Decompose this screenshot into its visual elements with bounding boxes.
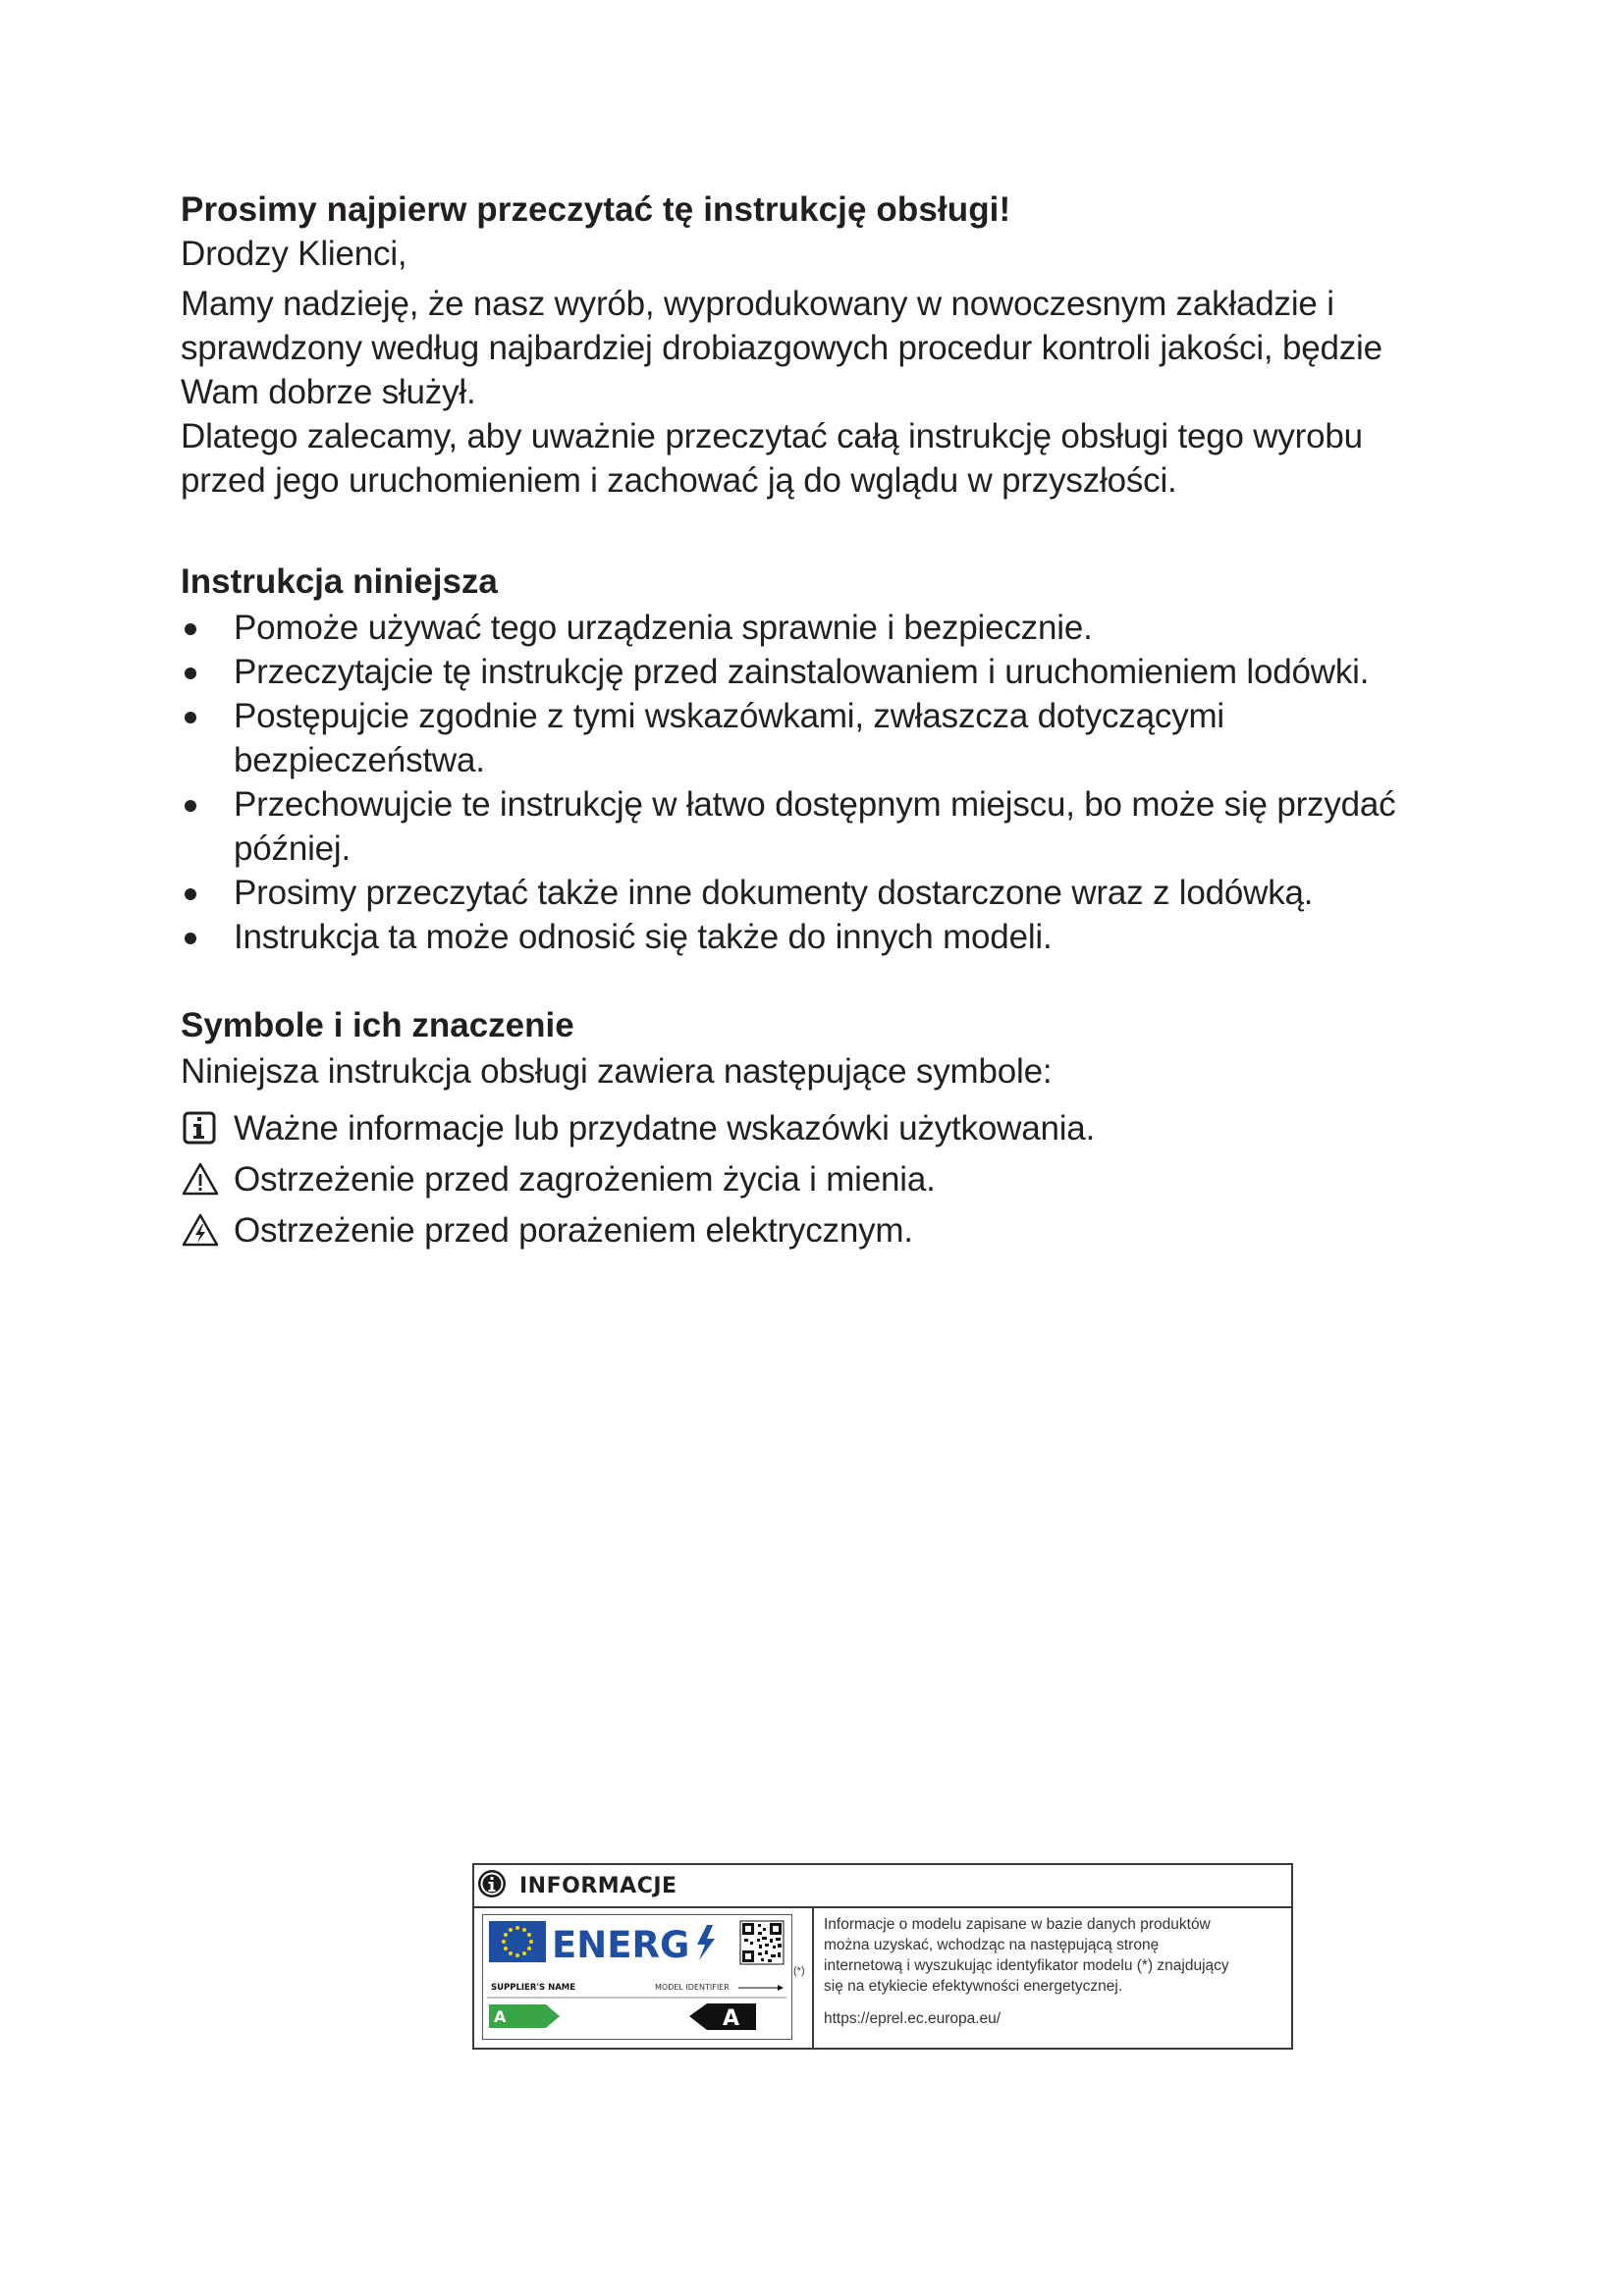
eprel-link[interactable]: https://eprel.ec.europa.eu/ <box>824 2010 1001 2027</box>
info-description-line: można uzyskać, wchodząc na następującą stronę <box>824 1937 1160 1953</box>
info-icon <box>181 1109 220 1148</box>
bullet-icon <box>185 888 196 900</box>
supplier-name-label: SUPPLIER'S NAME <box>491 1983 576 1993</box>
list-item <box>181 915 1457 959</box>
symbol-row-info <box>181 1103 1457 1154</box>
electric-warning-icon <box>181 1211 220 1251</box>
energy-label <box>482 1914 792 2040</box>
bullet-icon <box>185 667 196 679</box>
list-item <box>181 606 1457 650</box>
bullet-icon <box>185 933 196 944</box>
info-box-icon <box>476 1868 508 1904</box>
list-item-text: bezpieczeństwa. <box>234 741 485 779</box>
warning-icon <box>181 1160 220 1200</box>
qr-code-icon <box>740 1921 784 1964</box>
page-title: Prosimy najpierw przeczytać tę instrukcję obsługi! <box>181 190 1011 229</box>
model-identifier-label: MODEL IDENTIFIER <box>655 1983 730 1992</box>
energy-text: ENERG <box>552 1924 690 1966</box>
lightning-icon <box>697 1925 715 1960</box>
instructions-list <box>181 606 1457 959</box>
symbol-text: Ostrzeżenie przed zagrożeniem życia i mienia. <box>234 1160 936 1199</box>
intro-paragraph-1-line: sprawdzony według najbardziej drobiazgowych procedur kontroli jakości, będzie <box>181 329 1382 367</box>
list-item-text: Przeczytajcie tę instrukcję przed zainstalowaniem i uruchomieniem lodówki. <box>234 653 1370 691</box>
info-description <box>814 1908 1291 2048</box>
info-description-line: się na etykiecie efektywności energetycznej. <box>824 1978 1123 1995</box>
info-description-line: internetową i wyszukując identyfikator modelu (*) znajdujący <box>824 1957 1229 1974</box>
list-item-text: Postępujcie zgodnie z tymi wskazówkami, zwłaszcza dotyczącymi <box>234 697 1224 735</box>
model-marker: (*) <box>793 1965 805 1977</box>
list-item <box>181 871 1457 915</box>
list-item <box>181 782 1457 871</box>
bullet-icon <box>185 800 196 812</box>
intro-paragraph-1-line: Mamy nadzieję, że nasz wyrób, wyprodukowany w nowoczesnym zakładzie i <box>181 285 1334 323</box>
intro-paragraph-1-line: Wam dobrze służył. <box>181 373 476 411</box>
list-item-text: Pomoże używać tego urządzenia sprawnie i bezpiecznie. <box>234 609 1093 647</box>
greeting: Drodzy Klienci, <box>181 235 407 273</box>
energy-label-panel <box>474 1908 814 2048</box>
symbol-row-electric <box>181 1205 1457 1256</box>
info-box-body <box>474 1908 1291 2048</box>
list-item-text: Instrukcja ta może odnosić się także do innych modeli. <box>234 918 1053 956</box>
symbol-text: Ostrzeżenie przed porażeniem elektrycznym. <box>234 1211 913 1250</box>
list-item <box>181 650 1457 694</box>
list-item <box>181 694 1457 782</box>
symbol-text: Ważne informacje lub przydatne wskazówki użytkowania. <box>234 1109 1096 1148</box>
list-item-text: Prosimy przeczytać także inne dokumenty dostarczone wraz z lodówką. <box>234 874 1314 912</box>
class-right-label: A <box>723 2006 740 2031</box>
info-box-header <box>474 1865 1291 1908</box>
intro-paragraph-2-line: przed jego uruchomieniem i zachować ją do wglądu w przyszłości. <box>181 461 1177 500</box>
list-item-text: później. <box>234 829 352 868</box>
bullet-icon <box>185 623 196 635</box>
info-description-line: Informacje o modelu zapisane w bazie danych produktów <box>824 1916 1211 1933</box>
intro-paragraph-2 <box>181 414 1457 503</box>
info-box-title: INFORMACJE <box>519 1873 677 1898</box>
class-left-label: A <box>494 2007 507 2026</box>
bullet-icon <box>185 712 196 723</box>
model-arrow-icon <box>778 1985 784 1991</box>
info-box <box>472 1863 1293 2050</box>
symbol-row-warning <box>181 1154 1457 1205</box>
symbols-heading: Symbole i ich znaczenie <box>181 1006 574 1044</box>
list-item-text: Przechowujcie te instrukcję w łatwo dostępnym miejscu, bo może się przydać <box>234 785 1396 824</box>
page-content <box>181 187 1457 1256</box>
intro-paragraph-1 <box>181 282 1457 414</box>
energy-label-graphic <box>483 1915 790 2038</box>
intro-paragraph-2-line: Dlatego zalecamy, aby uważnie przeczytać całą instrukcję obsługi tego wyrobu <box>181 417 1363 455</box>
instructions-heading: Instrukcja niniejsza <box>181 562 498 601</box>
symbols-intro: Niniejsza instrukcja obsługi zawiera następujące symbole: <box>181 1052 1053 1091</box>
